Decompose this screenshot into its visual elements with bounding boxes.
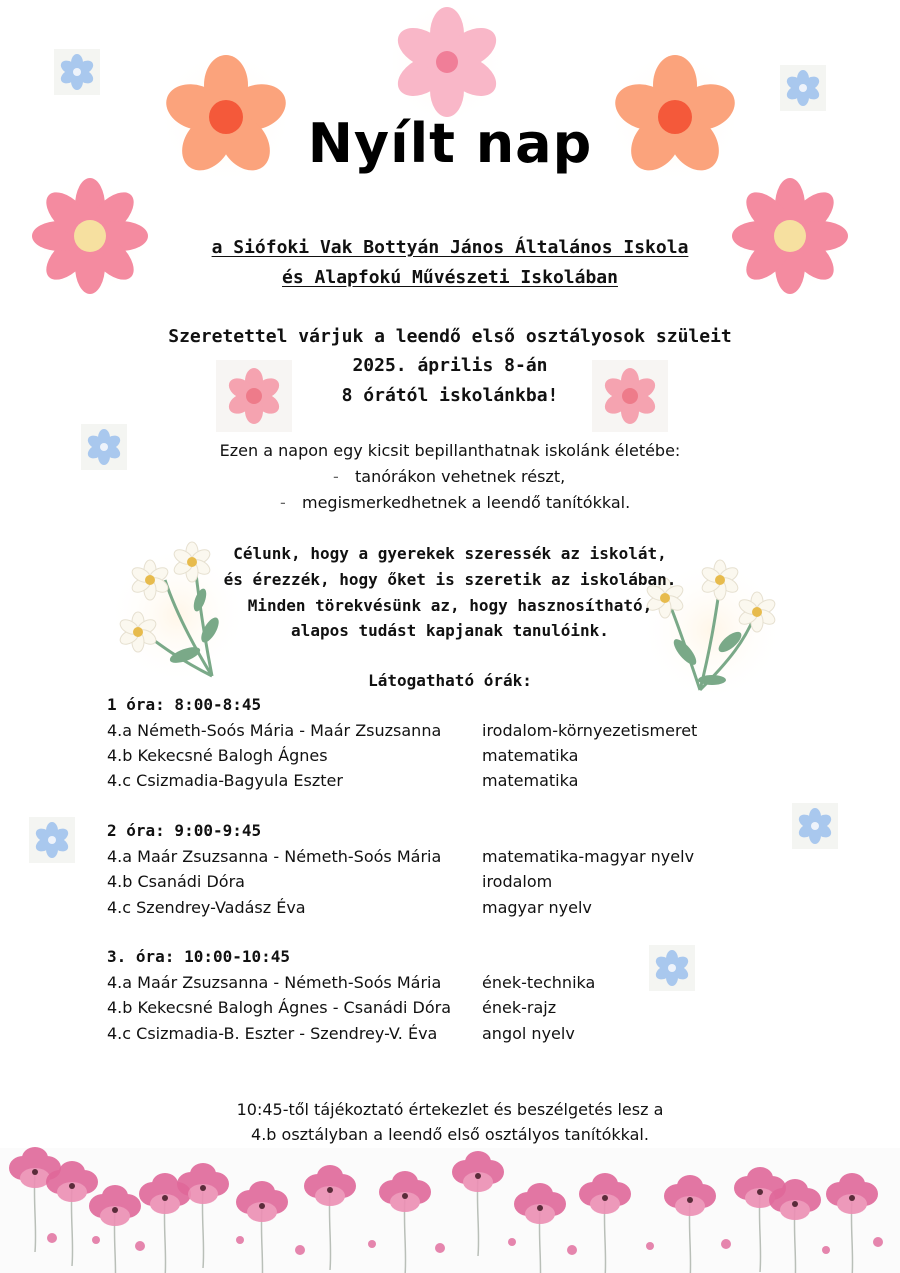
schedule-teacher: 4.b Kekecsné Balogh Ágnes - Csanádi Dóra bbox=[107, 998, 451, 1017]
schedule-subject: irodalom-környezetismeret bbox=[482, 721, 698, 740]
intro-bullet: - tanórákon vehetnek részt, bbox=[333, 467, 566, 486]
goal-line2: és érezzék, hogy őket is szeretik az iskolában. bbox=[223, 570, 677, 589]
period-title: 3. óra: 10:00-10:45 bbox=[107, 947, 291, 966]
schedule-subject: magyar nyelv bbox=[482, 898, 592, 917]
schedule-subject: matematika bbox=[482, 771, 579, 790]
blue-flower-icon bbox=[792, 803, 838, 849]
invite-line1: Szeretettel várjuk a leendő első osztályosok szüleit bbox=[168, 326, 732, 347]
page-title: Nyílt nap bbox=[307, 112, 593, 175]
bottom-flower-border-icon bbox=[0, 1147, 900, 1273]
schedule-teacher: 4.b Csanádi Dóra bbox=[107, 872, 245, 891]
closing-line2: 4.b osztályban a leendő első osztályos tanítókkal. bbox=[251, 1125, 649, 1144]
school-name-line2: és Alapfokú Művészeti Iskolában bbox=[282, 267, 618, 288]
schedule-subject: irodalom bbox=[482, 872, 553, 891]
schedule-subject: ének-rajz bbox=[482, 998, 557, 1017]
schedule-teacher: 4.c Csizmadia-B. Eszter - Szendrey-V. Éva bbox=[107, 1024, 438, 1043]
intro-bullet: - megismerkedhetnek a leendő tanítókkal. bbox=[280, 493, 631, 512]
goal-line4: alapos tudást kapjanak tanulóink. bbox=[291, 621, 609, 640]
period-title: 1 óra: 8:00-8:45 bbox=[107, 695, 262, 714]
blue-flower-icon bbox=[54, 49, 100, 95]
intro-text: Ezen a napon egy kicsit bepillanthatnak iskolánk életébe: bbox=[219, 441, 681, 460]
invite-time: 8 órától iskolánkba! bbox=[341, 385, 559, 406]
schedule-subject: ének-technika bbox=[482, 973, 596, 992]
light-pink-flower-icon bbox=[385, 0, 509, 124]
schedule-teacher: 4.c Csizmadia-Bagyula Eszter bbox=[107, 771, 343, 790]
goal-line1: Célunk, hogy a gyerekek szeressék az iskolát, bbox=[233, 544, 667, 563]
goal-line3: Minden törekvésünk az, hogy hasznosítható, bbox=[247, 596, 653, 615]
blue-flower-icon bbox=[649, 945, 695, 991]
blue-flower-icon bbox=[780, 65, 826, 111]
blue-flower-icon bbox=[29, 817, 75, 863]
period-title: 2 óra: 9:00-9:45 bbox=[107, 821, 262, 840]
schedule-teacher: 4.b Kekecsné Balogh Ágnes bbox=[107, 746, 328, 765]
schedule-teacher: 4.c Szendrey-Vadász Éva bbox=[107, 898, 306, 917]
school-name-line1: a Siófoki Vak Bottyán János Általános Iskola bbox=[211, 237, 689, 258]
schedule-heading: Látogatható órák: bbox=[368, 671, 532, 690]
schedule-teacher: 4.a Maár Zsuzsanna - Németh-Soós Mária bbox=[107, 973, 442, 992]
invite-date: 2025. április 8-án bbox=[352, 355, 548, 376]
schedule-subject: matematika bbox=[482, 746, 579, 765]
schedule-teacher: 4.a Németh-Soós Mária - Maár Zsuzsanna bbox=[107, 721, 442, 740]
schedule-teacher: 4.a Maár Zsuzsanna - Németh-Soós Mária bbox=[107, 847, 442, 866]
schedule-subject: angol nyelv bbox=[482, 1024, 575, 1043]
closing-line1: 10:45-től tájékoztató értekezlet és beszélgetés lesz a bbox=[236, 1100, 664, 1119]
schedule-subject: matematika-magyar nyelv bbox=[482, 847, 695, 866]
